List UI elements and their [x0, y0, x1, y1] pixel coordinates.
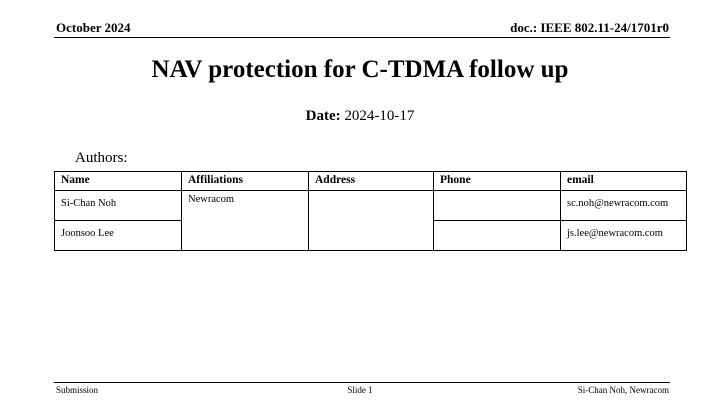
date-line — [0, 108, 720, 125]
footer-submission: Submission — [56, 385, 99, 395]
author-email: js.lee@newracom.com — [561, 221, 687, 251]
footer-author: Si-Chan Noh, Newracom — [577, 385, 669, 395]
table-row — [55, 191, 687, 221]
author-email: sc.noh@newracom.com — [561, 191, 687, 221]
header-affiliations: Affiliations — [182, 172, 309, 191]
date-label: Date: — [305, 108, 341, 124]
author-phone — [434, 191, 561, 221]
author-phone — [434, 221, 561, 251]
header-email: email — [561, 172, 687, 191]
author-address — [309, 191, 434, 251]
footer-slide-number: Slide 1 — [347, 385, 373, 395]
author-affiliation: Newracom — [182, 191, 309, 251]
header-phone: Phone — [434, 172, 561, 191]
date-value: 2024-10-17 — [340, 108, 415, 124]
header-divider — [54, 37, 670, 38]
slide-title: NAV protection for C-TDMA follow up — [151, 56, 569, 83]
authors-label: Authors: — [75, 150, 128, 166]
table-header-row — [55, 172, 687, 191]
header-name: Name — [55, 172, 182, 191]
header-address: Address — [309, 172, 434, 191]
header-date: October 2024 — [56, 20, 131, 35]
author-name: Joonsoo Lee — [55, 221, 182, 251]
author-name: Si-Chan Noh — [55, 191, 182, 221]
header-doc-id: doc.: IEEE 802.11-24/1701r0 — [510, 20, 669, 35]
authors-table — [54, 171, 687, 251]
footer-divider — [54, 382, 670, 383]
